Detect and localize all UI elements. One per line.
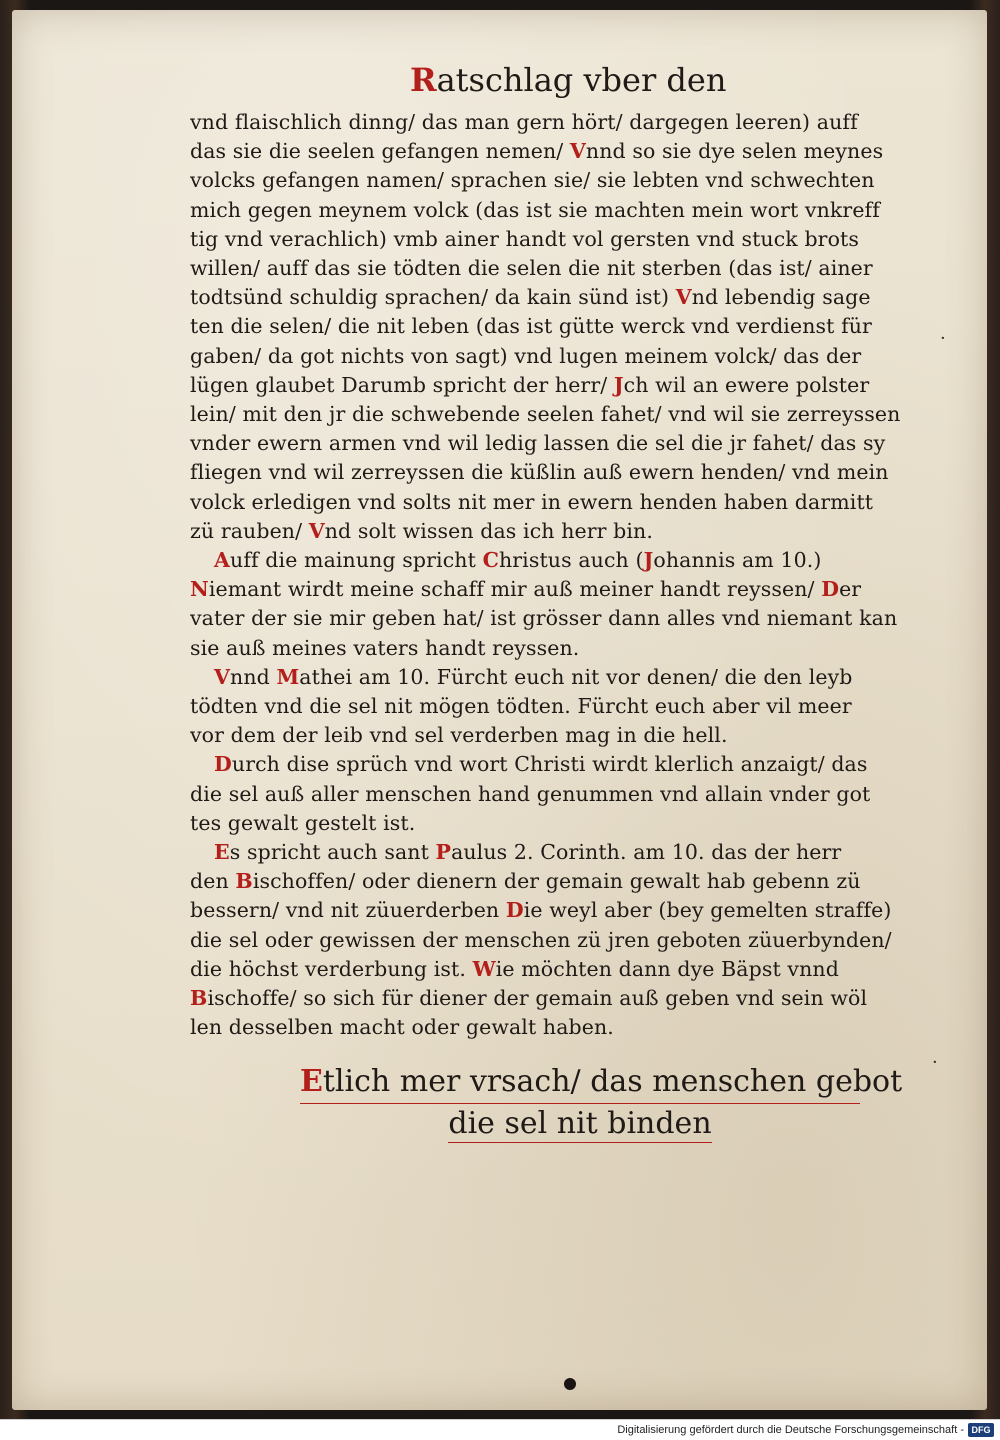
text-segment: nd lebendig sage (691, 285, 871, 310)
text-line (190, 955, 940, 984)
dfg-logo: DFG (968, 1423, 994, 1437)
text-line: fliegen vnd wil zerreyssen die küßlin auß ewern henden/ vnd mein (190, 460, 889, 485)
text-line: die sel oder gewissen der menschen zü jren geboten züuerbynden/ (190, 927, 892, 952)
text-line: willen/ auff das sie tödten die selen die nit sterben (das ist/ ainer (190, 256, 873, 281)
margin-mark: · (932, 1052, 938, 1073)
text-line: vater der sie mir geben hat/ ist grösser dann alles vnd niemant kan (190, 606, 898, 631)
text-line: lein/ mit den jr die schwebende seelen fahet/ vnd wil sie zerreyssen (190, 402, 901, 427)
text-segment: uff die mainung spricht (230, 548, 476, 573)
text-line: vnd flaischlich dinng/ das man gern hört/ dargegen leeren) auff (190, 110, 858, 134)
rubric-initial: J (643, 548, 654, 573)
text-segment: nnd so sie dye selen meynes (585, 139, 884, 164)
rubric-initial: V (308, 518, 325, 543)
rubric-initial: P (435, 840, 452, 865)
text-segment: hristus auch ( (498, 548, 644, 573)
rubric-initial: W (472, 956, 496, 981)
footer-bar (0, 1419, 1000, 1440)
text-line (190, 867, 940, 896)
text-segment: das sie die seelen gefangen nemen/ (190, 139, 564, 164)
text-segment: urch dise sprüch vnd wort Christi wirdt klerlich anzaigt/ das (231, 752, 868, 777)
text-segment: ch wil an ewere polster (623, 372, 870, 397)
text-line (190, 984, 940, 1013)
text-line (190, 838, 940, 867)
text-segment: zü rauben/ (190, 518, 303, 543)
text-line: tes gewalt gestelt ist. (190, 810, 416, 835)
section-heading-initial: E (300, 1064, 323, 1099)
text-line: die sel auß aller menschen hand genummen vnd allain vnder got (190, 781, 871, 806)
rubric-initial: V (214, 664, 231, 689)
section-heading (300, 1062, 903, 1144)
text-line: sie auß meines vaters handt reyssen. (190, 635, 580, 660)
text-line (190, 750, 940, 779)
text-line (190, 283, 940, 312)
main-text (190, 108, 940, 1043)
margin-mark: · (940, 328, 946, 349)
text-segment: er (839, 577, 862, 602)
running-head-text: atschlag vber den (436, 61, 727, 99)
text-line (190, 663, 940, 692)
rubric-initial: E (214, 840, 230, 865)
text-line: vor dem der leib vnd sel verderben mag in die hell. (190, 723, 728, 748)
book-page (12, 10, 987, 1410)
text-line (190, 546, 940, 575)
text-line: volck erledigen vnd solts nit mer in ewern henden haben darmitt (190, 489, 874, 514)
text-segment: aulus 2. Corinth. am 10. das der herr (451, 840, 842, 865)
text-line: tödten vnd die sel nit mögen tödten. Fürcht euch aber vil meer (190, 694, 852, 719)
section-heading-text: tlich mer vrsach/ das menschen gebot (322, 1064, 903, 1099)
rubric-initial: C (482, 548, 499, 573)
text-line: vnder ewern armen vnd wil ledig lassen die sel die jr fahet/ das sy (190, 431, 886, 456)
text-segment: nd solt wissen das ich herr bin. (324, 518, 653, 543)
section-heading-text: die sel nit binden (448, 1106, 712, 1141)
text-segment: iemant wirdt meine schaff mir auß meiner handt reyssen/ (208, 577, 815, 602)
section-heading-line (300, 1104, 860, 1144)
text-line: gaben/ da got nichts von sagt) vnd lugen meinem volck/ das der (190, 343, 862, 368)
text-segment: bessern/ vnd nit züuerderben (190, 898, 500, 923)
footer-credit: Digitalisierung gefördert durch die Deutsche Forschungsgemeinschaft - (617, 1424, 964, 1436)
text-segment: die höchst verderbung ist. (190, 956, 466, 981)
rubric-initial: V (569, 139, 586, 164)
rubric-initial: D (214, 752, 232, 777)
text-segment: ie möchten dann dye Bäpst vnnd (495, 956, 839, 981)
text-segment: ohannis am 10.) (653, 548, 822, 573)
text-segment: ischoffen/ oder dienern der gemain gewalt hab gebenn zü (252, 869, 861, 894)
text-line: volcks gefangen namen/ sprachen sie/ sie lebten vnd schwechten (190, 168, 875, 193)
text-line: len desselben macht oder gewalt haben. (190, 1015, 614, 1040)
signature-mark (564, 1378, 576, 1390)
text-line (190, 896, 940, 925)
text-segment: nnd (230, 664, 270, 689)
text-segment: ischoffe/ so sich für diener der gemain auß geben vnd sein wöl (207, 986, 868, 1011)
text-segment: ie weyl aber (bey gemelten straffe) (523, 898, 892, 923)
text-line: ten die selen/ die nit leben (das ist gütte werck vnd verdienst für (190, 314, 872, 339)
text-line: tig vnd verachlich) vmb ainer handt vol gersten vnd stuck brots (190, 226, 859, 251)
rubric-initial: B (235, 869, 253, 894)
text-line (190, 575, 940, 604)
text-line (190, 137, 940, 166)
text-segment: s spricht auch sant (229, 840, 429, 865)
text-segment: den (190, 869, 229, 894)
text-segment: athei am 10. Fürcht euch nit vor denen/ die den leyb (299, 664, 853, 689)
section-heading-line (300, 1062, 903, 1104)
text-line: mich gegen meynem volck (das ist sie machten mein wort vnkreff (190, 197, 880, 222)
text-segment: lügen glaubet Darumb spricht der herr/ (190, 372, 608, 397)
rubric-initial: A (214, 548, 231, 573)
rubric-initial: N (190, 577, 209, 602)
rubric-initial: M (276, 664, 300, 689)
text-line (190, 517, 940, 546)
rubric-initial: V (675, 285, 692, 310)
running-head-initial: R (410, 61, 437, 99)
rubric-initial: J (613, 372, 624, 397)
text-line (190, 371, 940, 400)
rubric-initial: D (505, 898, 524, 923)
text-segment: todtsünd schuldig sprachen/ da kain sünd ist) (190, 285, 670, 310)
running-head (410, 60, 770, 100)
rubric-initial: B (190, 986, 208, 1011)
rubric-initial: D (821, 577, 840, 602)
